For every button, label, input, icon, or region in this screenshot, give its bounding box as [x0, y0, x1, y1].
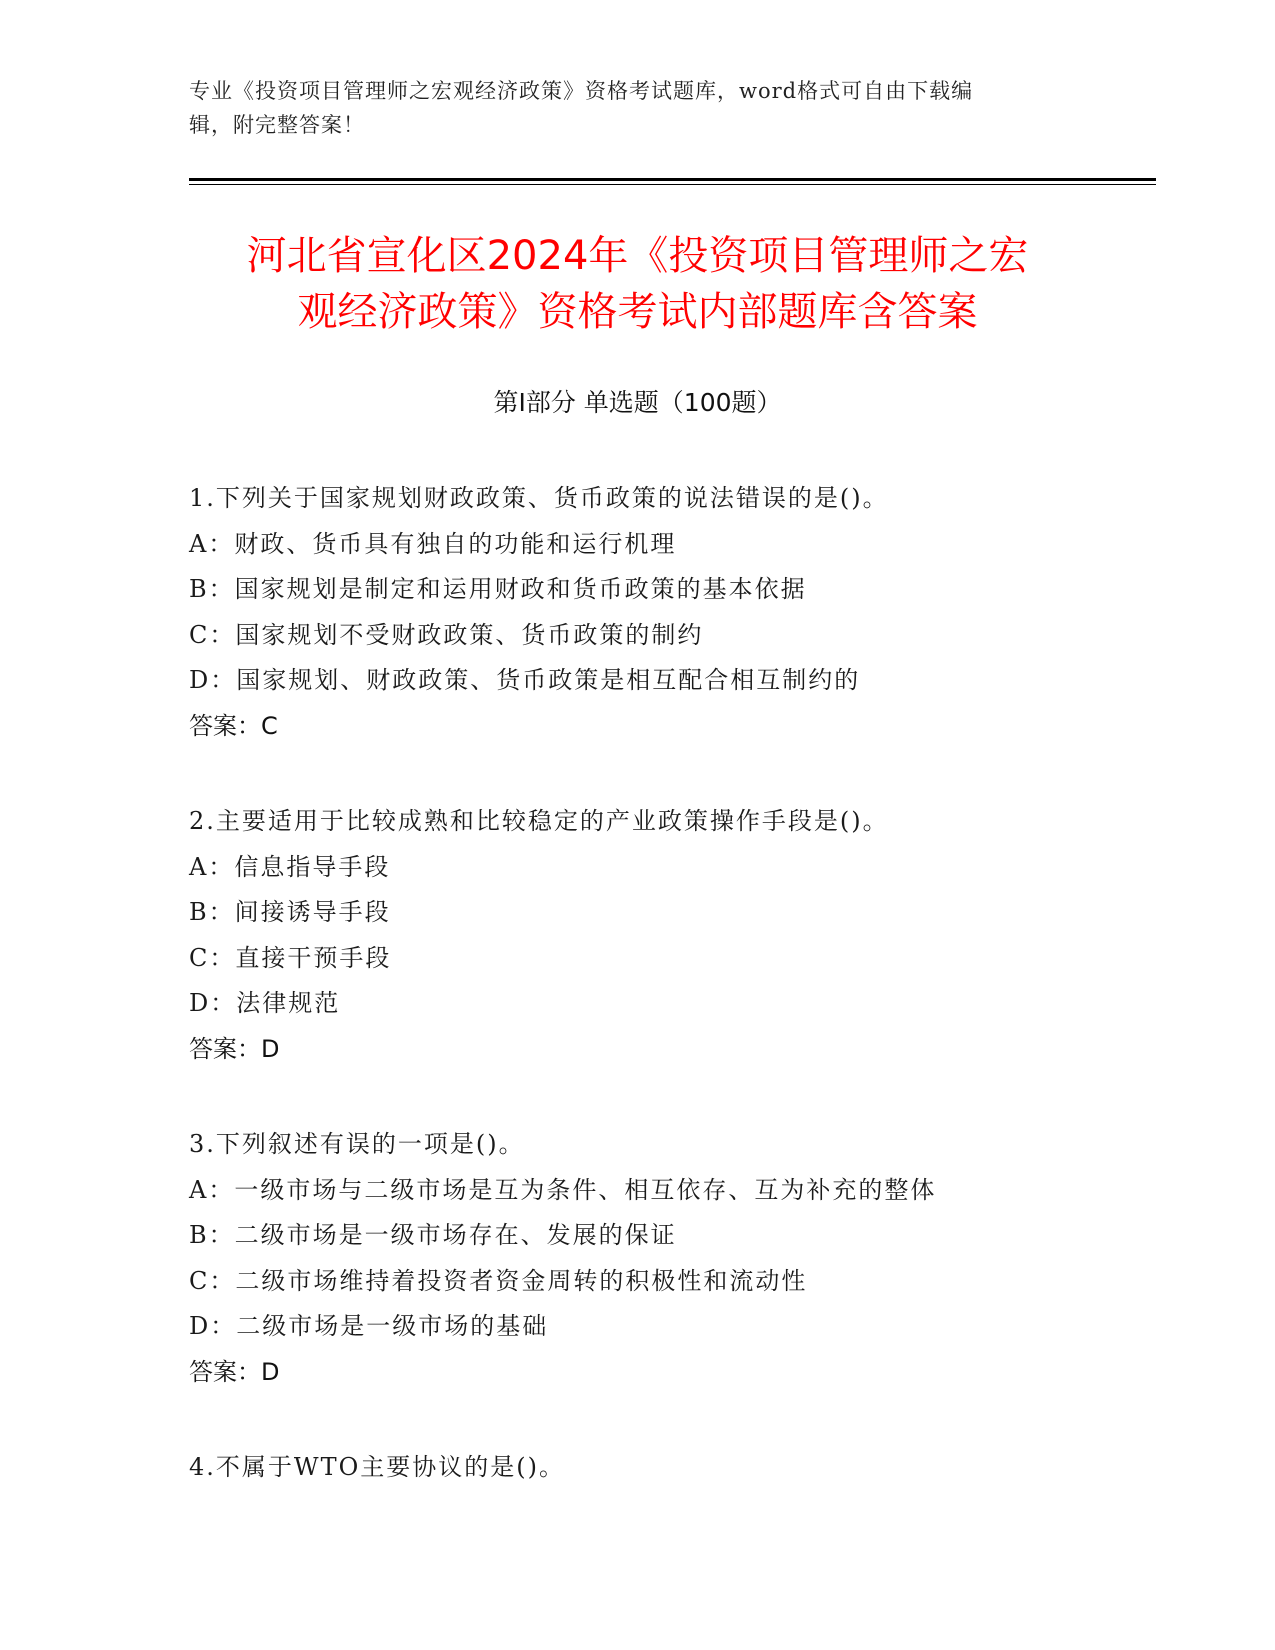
option-b: B：间接诱导手段: [189, 898, 391, 926]
answer-line: 答案：C: [189, 711, 278, 740]
question-stem: 3.下列叙述有误的一项是()。: [189, 1130, 525, 1158]
document-title-line-2: 观经济政策》资格考试内部题库含答案: [297, 289, 978, 335]
option-a: A：财政、货币具有独自的功能和运行机理: [189, 529, 677, 558]
question-stem: 2.主要适用于比较成熟和比较稳定的产业政策操作手段是()。: [189, 807, 889, 835]
option-d: D：国家规划、财政政策、货币政策是相互配合相互制约的: [189, 666, 861, 694]
header-note-line-2: 辑，附完整答案！: [189, 113, 365, 137]
question-3: [189, 1122, 1089, 1395]
answer-line: 答案：D: [189, 1034, 280, 1063]
question-1: [189, 476, 1089, 749]
document-title: [150, 228, 1125, 340]
option-c: C：直接干预手段: [189, 943, 392, 972]
option-c: C：二级市场维持着投资者资金周转的积极性和流动性: [189, 1266, 808, 1295]
option-a: A：一级市场与二级市场是互为条件、相互依存、互为补充的整体: [189, 1175, 937, 1204]
option-b: B：国家规划是制定和运用财政和货币政策的基本依据: [189, 575, 807, 603]
answer-line: 答案：D: [189, 1357, 280, 1386]
header-note: [189, 74, 1069, 142]
header-divider-thin: [189, 184, 1156, 185]
question-4: [189, 1445, 1089, 1491]
question-stem: 1.下列关于国家规划财政政策、货币政策的说法错误的是()。: [189, 484, 889, 512]
header-note-line-1: 专业《投资项目管理师之宏观经济政策》资格考试题库，word格式可自由下载编: [189, 79, 974, 103]
document-title-line-1: 河北省宣化区2024年《投资项目管理师之宏: [246, 233, 1029, 279]
option-b: B：二级市场是一级市场存在、发展的保证: [189, 1221, 677, 1249]
question-list: [189, 476, 1089, 1541]
section-heading: 第Ⅰ部分 单选题（100题）: [493, 388, 782, 417]
header-divider-thick: [189, 178, 1156, 181]
option-a: A：信息指导手段: [189, 852, 391, 881]
question-2: [189, 799, 1089, 1072]
option-d: D：法律规范: [189, 989, 341, 1017]
option-d: D：二级市场是一级市场的基础: [189, 1312, 549, 1340]
question-stem: 4.不属于WTO主要协议的是()。: [189, 1453, 565, 1481]
option-c: C：国家规划不受财政政策、货币政策的制约: [189, 620, 704, 649]
